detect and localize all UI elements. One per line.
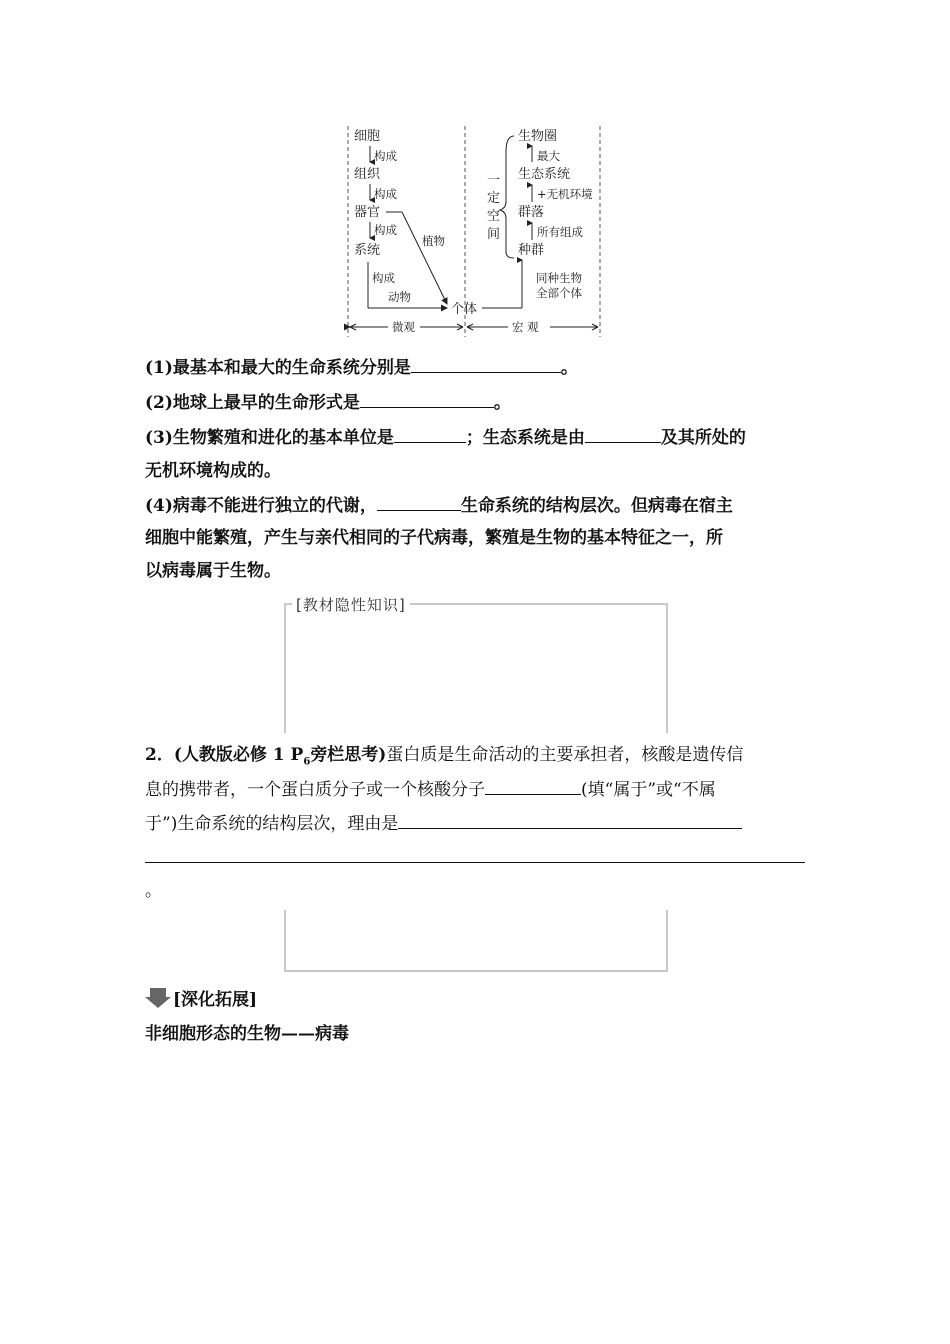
- micro-range-label: 微观: [392, 320, 415, 334]
- population-label: 种群: [518, 243, 545, 258]
- question-4-line3: 以病毒属于生物。: [145, 561, 281, 581]
- answer-blank[interactable]: [145, 846, 805, 863]
- community-label: 群落: [518, 205, 545, 220]
- svg-text:构成: 构成: [374, 187, 397, 201]
- question-1: (1)最基本和最大的生命系统分别是 。: [145, 358, 578, 378]
- textbook-box-title: [教材隐性知识]: [292, 594, 410, 615]
- animal-label: 动物: [388, 290, 411, 304]
- q2-line5: 。: [145, 881, 162, 901]
- svg-text:一: 一: [487, 173, 501, 188]
- svg-text:空: 空: [487, 209, 501, 224]
- svg-text:构成: 构成: [372, 271, 395, 285]
- individual-label: 个体: [451, 302, 478, 317]
- svg-text:所有组成: 所有组成: [537, 225, 583, 239]
- q2-line3: 于”)生命系统的结构层次，理由是: [145, 812, 810, 835]
- deepen-heading: [深化拓展]: [145, 988, 810, 1014]
- q2-line2: 息的携带者，一个蛋白质分子或一个核酸分子 (填“属于”或“不属: [145, 780, 716, 800]
- deepen-subtitle: 非细胞形态的生物——病毒: [145, 1024, 349, 1044]
- answer-blank[interactable]: [360, 391, 494, 408]
- question-2: (2)地球上最早的生命形式是 。: [145, 393, 511, 413]
- svg-text:构成: 构成: [374, 223, 397, 237]
- down-arrow-icon: [145, 988, 171, 1014]
- svg-text:最大: 最大: [537, 149, 560, 163]
- question-4-line2: 细胞中能繁殖，产生与亲代相同的子代病毒，繁殖是生物的基本特征之一，所: [145, 528, 723, 548]
- svg-text:构成: 构成: [374, 149, 397, 163]
- answer-blank[interactable]: [585, 426, 661, 443]
- svg-text:定: 定: [487, 191, 501, 206]
- organ-label: 器官: [354, 205, 381, 220]
- answer-blank[interactable]: [411, 356, 561, 373]
- tissue-label: 组织: [354, 167, 381, 182]
- q2-line4: [145, 846, 810, 869]
- macro-range-label: 宏 观: [512, 320, 539, 334]
- svg-text:同种生物: 同种生物: [536, 271, 582, 285]
- cell-label: 细胞: [354, 129, 381, 144]
- question-3: (3)生物繁殖和进化的基本单位是 ；生态系统是由 及其所处的: [145, 428, 746, 448]
- answer-blank[interactable]: [377, 494, 461, 511]
- plant-label: 植物: [422, 234, 445, 248]
- diagram-svg: [340, 122, 610, 344]
- life-system-diagram: [340, 122, 610, 344]
- ecosystem-label: 生态系统: [518, 167, 571, 182]
- svg-text:全部个体: 全部个体: [536, 286, 582, 300]
- svg-text:+无机环境: +无机环境: [537, 187, 593, 201]
- question-3-line2: 无机环境构成的。: [145, 461, 281, 481]
- answer-blank[interactable]: [485, 778, 581, 795]
- q2-line1: 2．(人教版必修 1 $P_6$旁栏思考)蛋白质是生命活动的主要承担者，核酸是遗传信: [145, 745, 744, 768]
- answer-blank[interactable]: [394, 426, 466, 443]
- question-4: (4)病毒不能进行独立的代谢， 生命系统的结构层次。但病毒在宿主: [145, 496, 733, 516]
- answer-box: [284, 910, 668, 972]
- textbook-knowledge-box: [284, 603, 668, 733]
- answer-blank[interactable]: [398, 812, 742, 829]
- biosphere-label: 生物圈: [518, 129, 558, 144]
- svg-text:间: 间: [487, 227, 501, 242]
- system-label: 系统: [354, 243, 381, 258]
